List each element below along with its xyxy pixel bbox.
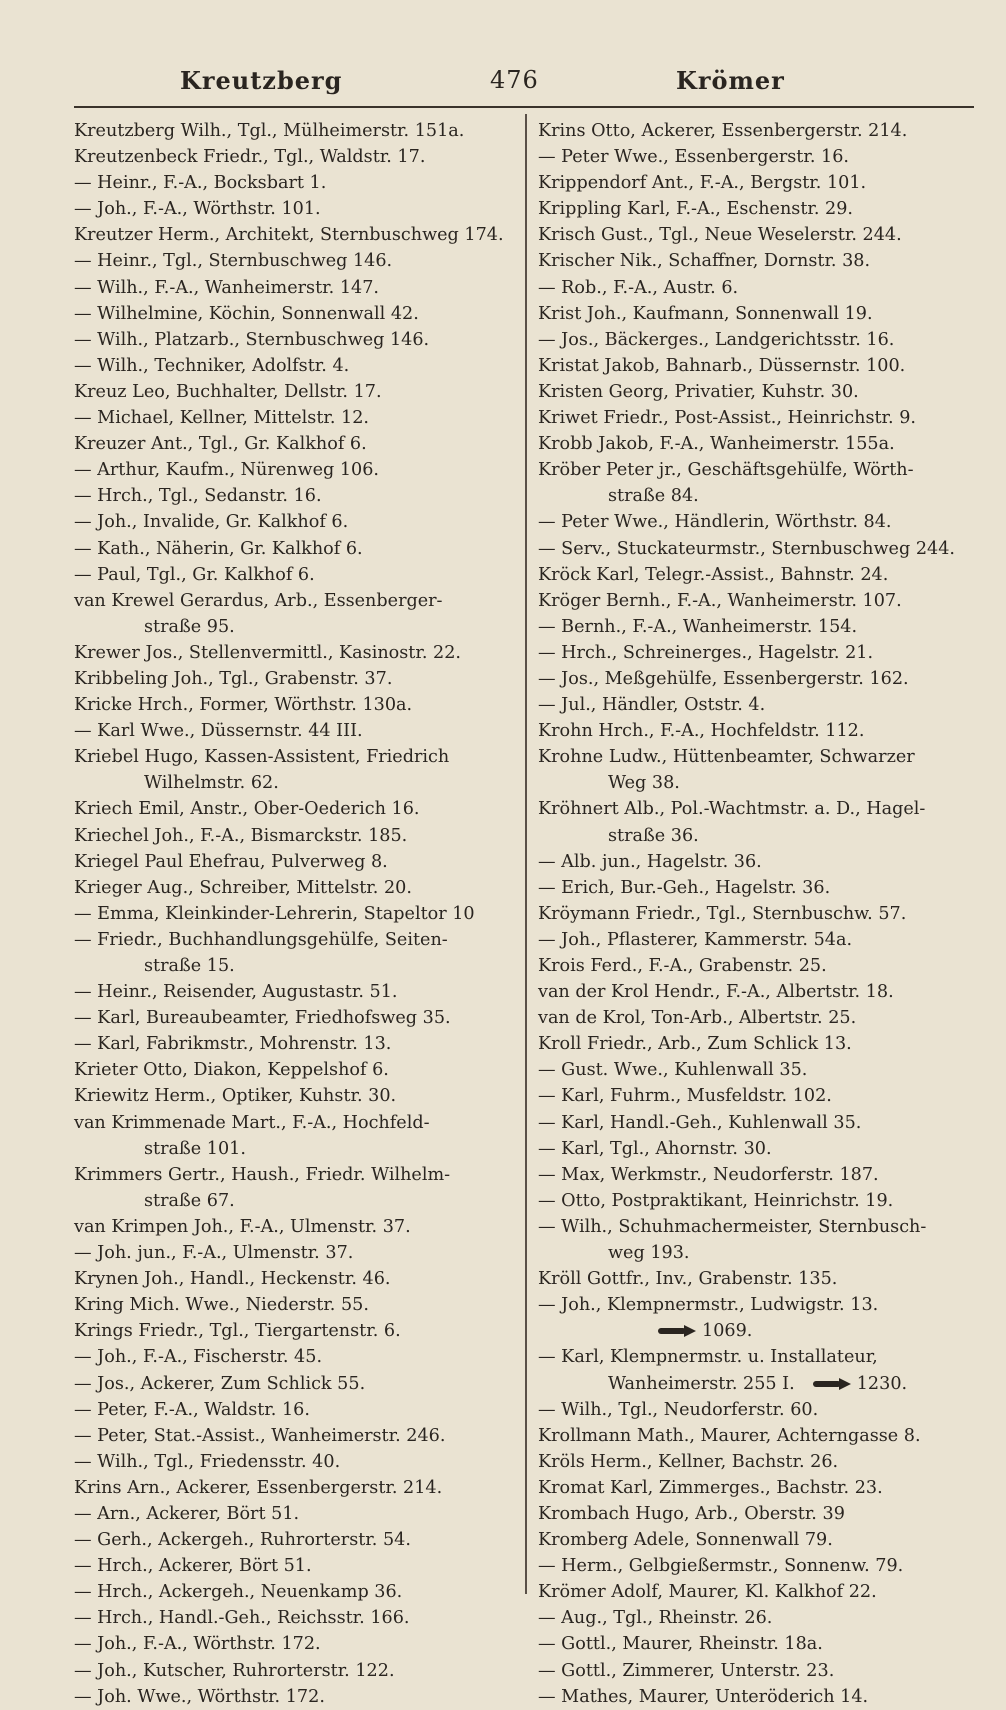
directory-entry: Kriebel Hugo, Kassen-Assistent, Friedrich xyxy=(74,747,450,768)
directory-entry: Kricke Hrch., Former, Wörthstr. 130a. xyxy=(74,695,413,716)
directory-entry: — Karl, Handl.-Geh., Kuhlenwall 35. xyxy=(538,1112,862,1133)
directory-entry: Kroll Friedr., Arb., Zum Schlick 13. xyxy=(538,1034,852,1055)
directory-entry: — Arthur, Kaufm., Nürenweg 106. xyxy=(74,460,380,481)
directory-entry: — Wilh., Schuhmachermeister, Sternbusch- xyxy=(538,1216,927,1237)
directory-entry: Kribbeling Joh., Tgl., Grabenstr. 37. xyxy=(74,668,393,689)
directory-entry: Krohn Hrch., F.-A., Hochfeldstr. 112. xyxy=(538,721,865,742)
directory-entry: Kröger Bernh., F.-A., Wanheimerstr. 107. xyxy=(538,590,902,611)
telephone-receiver-icon xyxy=(813,1378,851,1390)
directory-entry: Krippendorf Ant., F.-A., Bergstr. 101. xyxy=(538,173,867,194)
directory-entry: Kreuzer Ant., Tgl., Gr. Kalkhof 6. xyxy=(74,434,367,455)
directory-entry: — Karl Wwe., Düssernstr. 44 III. xyxy=(74,721,363,742)
directory-entry: Krieger Aug., Schreiber, Mittelstr. 20. xyxy=(74,877,412,898)
directory-entry: — Wilh., Techniker, Adolfstr. 4. xyxy=(74,355,350,376)
directory-entry: — Joh., F.-A., Wörthstr. 101. xyxy=(74,199,321,220)
directory-entry: Krist Joh., Kaufmann, Sonnenwall 19. xyxy=(538,303,873,324)
directory-entry: — Heinr., Reisender, Augustastr. 51. xyxy=(74,982,398,1003)
directory-entry: Krois Ferd., F.-A., Grabenstr. 25. xyxy=(538,956,827,976)
directory-entry: Kreutzberg Wilh., Tgl., Mülheimerstr. 151a. xyxy=(74,121,465,141)
directory-entry: — Jos., Meßgehülfe, Essenbergerstr. 162. xyxy=(538,668,909,689)
directory-entry: — Arn., Ackerer, Bört 51. xyxy=(74,1503,300,1524)
directory-entry: — Wilhelmine, Köchin, Sonnenwall 42. xyxy=(74,303,419,324)
directory-entry: Kröymann Friedr., Tgl., Sternbuschw. 57. xyxy=(538,903,907,924)
page-number: 476 xyxy=(490,66,539,94)
directory-entry: Kröls Herm., Kellner, Bachstr. 26. xyxy=(538,1451,839,1472)
directory-entry: — Joh., Kutscher, Ruhrorterstr. 122. xyxy=(74,1660,395,1681)
directory-entry: Krins Otto, Ackerer, Essenbergerstr. 214. xyxy=(538,121,908,141)
header-left-keyword: Kreutzberg xyxy=(180,66,343,95)
directory-entry: Krieter Otto, Diakon, Keppelshof 6. xyxy=(74,1060,389,1081)
directory-entry: — Hrch., Handl.-Geh., Reichsstr. 166. xyxy=(74,1608,410,1629)
directory-entry: Krischer Nik., Schaffner, Dornstr. 38. xyxy=(538,251,871,272)
directory-entry: — Gottl., Zimmerer, Unterstr. 23. xyxy=(538,1660,835,1681)
directory-entry: — Mathes, Maurer, Unteröderich 14. xyxy=(538,1686,869,1707)
directory-entry: — Wilh., Platzarb., Sternbuschweg 146. xyxy=(74,329,430,350)
directory-entry: — Joh., Invalide, Gr. Kalkhof 6. xyxy=(74,512,349,533)
directory-entry: — Serv., Stuckateurmstr., Sternbuschweg 244. xyxy=(538,538,955,559)
directory-entry: Krynen Joh., Handl., Heckenstr. 46. xyxy=(74,1269,391,1290)
header-right-keyword: Krömer xyxy=(676,66,785,95)
directory-entry: straße 67. xyxy=(144,1190,235,1211)
directory-entry: — Karl, Fuhrm., Musfeldstr. 102. xyxy=(538,1086,832,1107)
directory-entry: — Heinr., Tgl., Sternbuschweg 146. xyxy=(74,251,393,272)
right-column xyxy=(538,118,978,1710)
directory-entry: Kristen Georg, Privatier, Kuhstr. 30. xyxy=(538,381,859,402)
directory-entry: van Krewel Gerardus, Arb., Essenberger- xyxy=(74,590,443,611)
directory-entry: — Jul., Händler, Oststr. 4. xyxy=(538,695,766,716)
directory-entry: Kriewitz Herm., Optiker, Kuhstr. 30. xyxy=(74,1086,397,1107)
phone-number: 1069. xyxy=(702,1321,753,1342)
directory-entry: van der Krol Hendr., F.-A., Albertstr. 18. xyxy=(538,982,894,1003)
directory-entry: — Hrch., Tgl., Sedanstr. 16. xyxy=(74,486,322,507)
directory-entry: — Wilh., Tgl., Neudorferstr. 60. xyxy=(538,1399,819,1420)
directory-entry: — Karl, Fabrikmstr., Mohrenstr. 13. xyxy=(74,1034,392,1055)
directory-entry: Kromberg Adele, Sonnenwall 79. xyxy=(538,1530,833,1551)
directory-entry: Kreutzer Herm., Architekt, Sternbuschweg 174. xyxy=(74,225,504,246)
directory-entry: — Joh., Pflasterer, Kammerstr. 54a. xyxy=(538,929,853,950)
directory-entry: — Jos., Ackerer, Zum Schlick 55. xyxy=(74,1373,366,1394)
column-divider xyxy=(525,114,527,1594)
directory-entry: — Erich, Bur.-Geh., Hagelstr. 36. xyxy=(538,877,831,898)
directory-entry: — Joh., F.-A., Wörthstr. 172. xyxy=(74,1634,321,1655)
directory-entry: — Peter Wwe., Händlerin, Wörthstr. 84. xyxy=(538,512,892,533)
directory-entry: van de Krol, Ton-Arb., Albertstr. 25. xyxy=(538,1008,857,1029)
directory-entry: Krippling Karl, F.-A., Eschenstr. 29. xyxy=(538,199,854,220)
directory-entry: — Gottl., Maurer, Rheinstr. 18a. xyxy=(538,1634,823,1655)
entry-text: Wanheimerstr. 255 I. xyxy=(608,1373,795,1394)
directory-entry: — Otto, Postpraktikant, Heinrichstr. 19. xyxy=(538,1190,894,1211)
directory-entry: — Kath., Näherin, Gr. Kalkhof 6. xyxy=(74,538,363,559)
directory-entry: — Gerh., Ackergeh., Ruhrorterstr. 54. xyxy=(74,1530,411,1551)
directory-entry: — Wilh., F.-A., Wanheimerstr. 147. xyxy=(74,277,379,298)
directory-entry: straße 36. xyxy=(608,825,699,846)
directory-entry: straße 15. xyxy=(144,956,235,976)
directory-entry: Krins Arn., Ackerer, Essenbergerstr. 214. xyxy=(74,1477,443,1498)
directory-entry: Krohne Ludw., Hüttenbeamter, Schwarzer xyxy=(538,747,915,768)
directory-entry: Kriechel Joh., F.-A., Bismarckstr. 185. xyxy=(74,825,408,846)
directory-entry: — Jos., Bäckerges., Landgerichtsstr. 16. xyxy=(538,329,895,350)
phone-number: 1230. xyxy=(856,1373,908,1394)
directory-entry: Kromat Karl, Zimmerges., Bachstr. 23. xyxy=(538,1477,883,1498)
header-rule xyxy=(74,106,974,108)
directory-entry: straße 101. xyxy=(144,1138,246,1159)
directory-entry: Krömer Adolf, Maurer, Kl. Kalkhof 22. xyxy=(538,1582,877,1603)
directory-entry: Kröll Gottfr., Inv., Grabenstr. 135. xyxy=(538,1269,838,1290)
directory-entry: — Michael, Kellner, Mittelstr. 12. xyxy=(74,408,370,429)
directory-entry: Kristat Jakob, Bahnarb., Düssernstr. 100. xyxy=(538,355,906,376)
directory-entry: — Heinr., F.-A., Bocksbart 1. xyxy=(74,173,327,194)
directory-entry xyxy=(538,1318,978,1344)
directory-entry: — Hrch., Ackerer, Bört 51. xyxy=(74,1556,312,1577)
directory-entry: — Joh. Wwe., Wörthstr. 172. xyxy=(74,1686,325,1707)
directory-entry: Krings Friedr., Tgl., Tiergartenstr. 6. xyxy=(74,1321,401,1342)
directory-entry: — Paul, Tgl., Gr. Kalkhof 6. xyxy=(74,564,315,585)
telephone-receiver-icon xyxy=(658,1325,696,1337)
directory-entry: — Max, Werkmstr., Neudorferstr. 187. xyxy=(538,1164,879,1185)
directory-entry: Kriwet Friedr., Post-Assist., Heinrichstr. 9. xyxy=(538,408,916,429)
directory-entry: — Gust. Wwe., Kuhlenwall 35. xyxy=(538,1060,808,1081)
directory-entry: Krobb Jakob, F.-A., Wanheimerstr. 155a. xyxy=(538,434,895,455)
directory-entry: Krewer Jos., Stellenvermittl., Kasinostr. 22. xyxy=(74,642,461,663)
directory-entry: — Peter, Stat.-Assist., Wanheimerstr. 246. xyxy=(74,1425,446,1446)
directory-entry: Kröber Peter jr., Geschäftsgehülfe, Wörth- xyxy=(538,460,914,481)
directory-entry: — Aug., Tgl., Rheinstr. 26. xyxy=(538,1608,773,1629)
directory-entry: Weg 38. xyxy=(608,773,680,794)
directory-entry: — Joh. jun., F.-A., Ulmenstr. 37. xyxy=(74,1243,354,1264)
directory-entry: Kreutzenbeck Friedr., Tgl., Waldstr. 17. xyxy=(74,147,426,168)
directory-entry: Krisch Gust., Tgl., Neue Weselerstr. 244. xyxy=(538,225,902,246)
directory-entry xyxy=(538,1371,978,1397)
directory-entry: weg 193. xyxy=(608,1243,690,1264)
directory-entry: — Karl, Klempnermstr. u. Installateur, xyxy=(538,1347,878,1368)
directory-entry: straße 95. xyxy=(144,616,235,637)
directory-entry: Krollmann Math., Maurer, Achterngasse 8. xyxy=(538,1425,921,1446)
directory-entry: Kreuz Leo, Buchhalter, Dellstr. 17. xyxy=(74,381,382,402)
directory-entry: Kröck Karl, Telegr.-Assist., Bahnstr. 24. xyxy=(538,564,889,585)
directory-entry: — Hrch., Schreinerges., Hagelstr. 21. xyxy=(538,642,874,663)
directory-entry: — Karl, Tgl., Ahornstr. 30. xyxy=(538,1138,772,1159)
directory-entry: — Peter, F.-A., Waldstr. 16. xyxy=(74,1399,310,1420)
directory-entry: Krimmers Gertr., Haush., Friedr. Wilhelm- xyxy=(74,1164,451,1185)
directory-entry: — Alb. jun., Hagelstr. 36. xyxy=(538,851,762,872)
directory-entry: — Joh., Klempnermstr., Ludwigstr. 13. xyxy=(538,1295,879,1316)
directory-entry: van Krimpen Joh., F.-A., Ulmenstr. 37. xyxy=(74,1216,411,1237)
directory-entry: Kriegel Paul Ehefrau, Pulverweg 8. xyxy=(74,851,388,872)
directory-entry: Kröhnert Alb., Pol.-Wachtmstr. a. D., Hagel- xyxy=(538,799,926,820)
directory-entry: — Wilh., Tgl., Friedensstr. 40. xyxy=(74,1451,341,1472)
directory-entry: straße 84. xyxy=(608,486,699,507)
directory-entry: Kriech Emil, Anstr., Ober-Oederich 16. xyxy=(74,799,420,820)
directory-entry: — Emma, Kleinkinder-Lehrerin, Stapeltor 10 xyxy=(74,903,475,924)
directory-entry: — Karl, Bureaubeamter, Friedhofsweg 35. xyxy=(74,1008,451,1029)
directory-entry: — Bernh., F.-A., Wanheimerstr. 154. xyxy=(538,616,858,637)
directory-entry: — Peter Wwe., Essenbergerstr. 16. xyxy=(538,147,850,168)
directory-entry: — Rob., F.-A., Austr. 6. xyxy=(538,277,739,298)
left-column xyxy=(74,118,514,1710)
directory-entry: — Herm., Gelbgießermstr., Sonnenw. 79. xyxy=(538,1556,904,1577)
directory-entry: Krombach Hugo, Arb., Oberstr. 39 xyxy=(538,1503,845,1524)
directory-entry: van Krimmenade Mart., F.-A., Hochfeld- xyxy=(74,1112,430,1133)
directory-entry: Wilhelmstr. 62. xyxy=(144,773,279,794)
directory-entry: Kring Mich. Wwe., Niederstr. 55. xyxy=(74,1295,369,1316)
directory-entry: — Hrch., Ackergeh., Neuenkamp 36. xyxy=(74,1582,403,1603)
directory-entry: — Friedr., Buchhandlungsgehülfe, Seiten- xyxy=(74,929,448,950)
directory-entry: — Joh., F.-A., Fischerstr. 45. xyxy=(74,1347,323,1368)
